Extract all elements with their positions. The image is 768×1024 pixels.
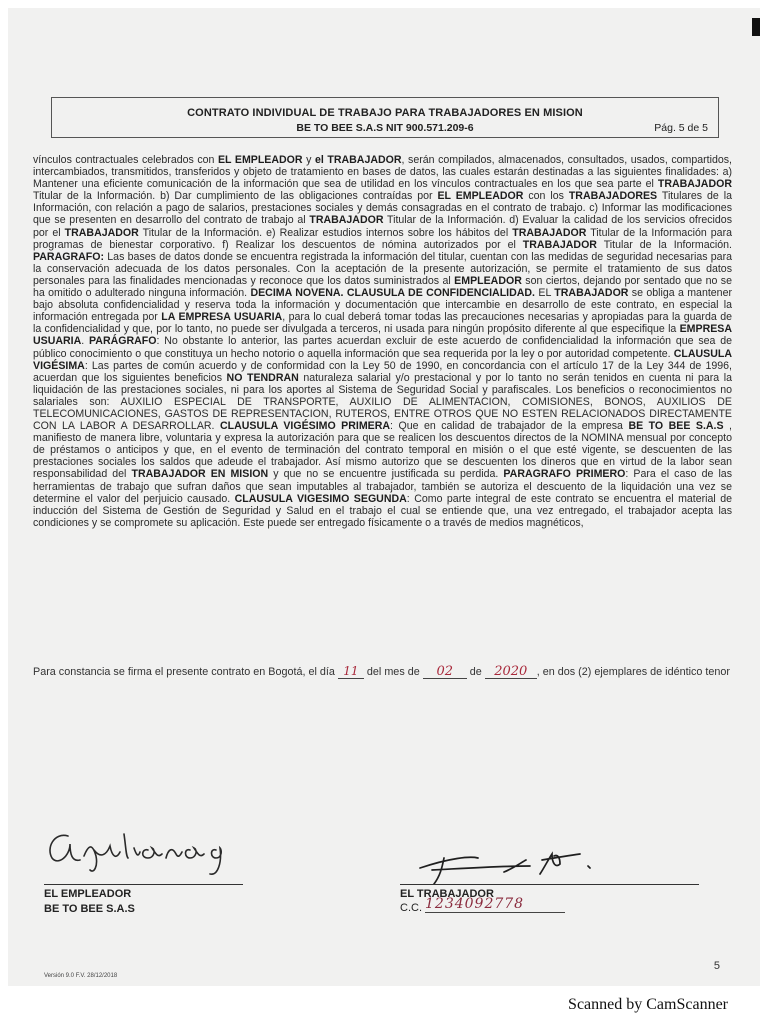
handwritten-month: 02 bbox=[423, 665, 467, 679]
text-run: Titular de la Información. bbox=[596, 238, 732, 251]
text-run: Titular de la Información para programas de bienestar corporativo. f) Realizar los descuentos de nómina autorizados por el bbox=[33, 226, 732, 251]
employer-name: BE TO BEE S.A.S bbox=[44, 903, 135, 915]
text-run: vínculos contractuales celebrados con bbox=[33, 154, 218, 166]
bold-text-run: el TRABAJADOR bbox=[314, 154, 402, 166]
employer-role: EL EMPLEADOR bbox=[44, 888, 132, 900]
closing-prefix: Para constancia se firma el presente contrato en Bogotá, el día bbox=[33, 666, 335, 678]
bold-text-run: TRABAJADOR bbox=[309, 214, 384, 227]
bold-text-run: TRABAJADOR bbox=[522, 238, 597, 251]
scanner-watermark: Scanned by CamScanner bbox=[568, 996, 728, 1013]
bold-text-run: TRABAJADOR bbox=[554, 287, 629, 300]
text-run: y bbox=[302, 154, 315, 166]
bold-text-run: TRABAJADOR bbox=[64, 226, 139, 239]
bold-text-run: PARAGRAFO: bbox=[33, 250, 105, 263]
bold-text-run: EMPRESA USUARIA bbox=[33, 323, 732, 348]
bold-text-run: CLAUSULA VIGÉSIMA bbox=[33, 347, 732, 372]
closing-statement bbox=[33, 665, 733, 679]
cc-label: C.C. bbox=[400, 902, 422, 914]
bold-text-run: DECIMA NOVENA. CLAUSULA DE CONFIDENCIALIDAD. bbox=[250, 287, 536, 300]
text-run: , manifiesto de manera libre, voluntaria y expresa la autorización para que se realicen los descuentos directos de la NOMINA mensual por concepto de préstamos o anticipos y que, en el evento de terminación del contrato temporal en misión o el que esté vigente, se descuenten de las prestaciones sociales los saldos que adeude el trabajador. Así mismo autorizo que se descuenten los dineros que en virtud de la labor sean responsabilidad del bbox=[33, 420, 733, 481]
text-run: : Que en calidad de trabajador de la empresa bbox=[390, 420, 629, 433]
text-run: Titular de la Información. d) Evaluar la calidad de los servicios ofrecidos por el bbox=[33, 214, 732, 239]
handwritten-year: 2020 bbox=[485, 665, 537, 679]
text-run: y que no se encuentre justificada su perdida. bbox=[268, 468, 504, 481]
bold-text-run: PARAGRAFO PRIMERO bbox=[503, 468, 626, 481]
worker-signature-line bbox=[400, 884, 699, 885]
page-indicator: Pág. 5 de 5 bbox=[654, 122, 708, 134]
document-header bbox=[51, 97, 719, 138]
bold-text-run: NO TENDRAN bbox=[226, 371, 299, 384]
document-title: CONTRATO INDIVIDUAL DE TRABAJO PARA TRABAJADORES EN MISION bbox=[187, 107, 583, 119]
text-run: EL bbox=[535, 287, 555, 300]
text-run: Titular de la Información. e) Realizar estudios internos sobre los hábitos del bbox=[138, 226, 513, 239]
text-run: : Las partes de común acuerdo y de conformidad con la Ley 50 de 1990, en concordancia con el artículo 17 de la Ley 344 de 1996, acuerdan que los siguientes beneficios bbox=[33, 359, 732, 384]
text-run: Las bases de datos donde se encuentra registrada la información del titular, cuentan con las medidas de seguridad necesarias para la conservación adecuada de los datos personales. Con la aceptación de la presente autorización, se permite el tratamiento de sus datos personales para las finalidades mencionadas y reconoce que los datos suministrados al bbox=[33, 250, 732, 287]
text-run: : No obstante lo anterior, las partes acuerdan excluir de este acuerdo de confidencialidad la información que sea de público conocimiento o que constituya un hecho notorio o aquella información que sea requerida por la ley o por autoridad competente. bbox=[33, 335, 733, 360]
text-run: con los bbox=[523, 190, 569, 203]
bold-text-run: LA EMPRESA USUARIA bbox=[161, 311, 283, 324]
corner-mark bbox=[752, 18, 760, 36]
text-run: : Para el caso de las herramientas de trabajo que sufran daños que sean imputables al trabajador, también se autoriza el descuento de la liquidación una vez se determine el valor del perjuicio causado. bbox=[33, 468, 732, 505]
text-run: son ciertos, dejando por sentado que no se ha omitido o adulterado ninguna información. bbox=[33, 274, 732, 300]
contract-body-text bbox=[33, 154, 732, 529]
text-run: . bbox=[81, 335, 90, 348]
bold-text-run: EL EMPLEADOR bbox=[217, 154, 303, 166]
handwritten-cc-number: 1234092778 bbox=[425, 896, 565, 913]
worker-role: EL TRABAJADOR bbox=[400, 888, 494, 900]
page-number: 5 bbox=[713, 960, 720, 972]
text-run: : Como parte integral de este contrato se encuentra el material de inducción del Sistema de Gestión de Seguridad y Salud en el trabajo el cual se entiende que, una vez entregado, el trabajador acepta las condiciones y se compromete su aplicación. Este puede ser entregado físicamente o a través de medios magnéticos, bbox=[33, 492, 733, 529]
bold-text-run: EL EMPLEADOR bbox=[437, 190, 524, 203]
bold-text-run: TRABAJADOR bbox=[512, 226, 587, 239]
bold-text-run: EMPLEADOR bbox=[454, 274, 522, 287]
bold-text-run: TRABAJADOR bbox=[657, 178, 732, 191]
text-run: , para lo cual deberá tomar todas las precauciones necesarias y apropiadas para la guarda de la confidencialidad y que, por lo tanto, no puede ser divulgada a terceros, ni usada para ningún propósito diferente al que especifique la bbox=[33, 311, 733, 336]
text-run: , serán compilados, almacenados, consultados, usados, compartidos, intercambiados, transmitidos, transferidos y objeto de tratamiento en bases de datos, las cuales estarán destinadas a las siguientes finalidades: a) Mantener una eficiente comunicación de la información que sea de utilidad en los vínculos contractuales en los que sea parte el bbox=[33, 154, 732, 191]
employer-signature bbox=[40, 822, 280, 882]
bold-text-run: TRABAJADORES bbox=[568, 190, 658, 203]
closing-mid: del mes de bbox=[366, 666, 420, 678]
closing-suffix: , en dos (2) ejemplares de idéntico tenor bbox=[536, 666, 731, 678]
bold-text-run: BE TO BEE S.A.S bbox=[628, 420, 724, 433]
bold-text-run: CLAUSULA VIGESIMO SEGUNDA bbox=[234, 492, 407, 505]
text-run: se obliga a mantener bajo absoluta confidencialidad y reserva toda la información y documentación que intercambie en desarrollo de este contrato, en especial la información entregada por bbox=[33, 287, 732, 324]
version-footer: Versión 9.0 F.V. 28/12/2018 bbox=[44, 973, 118, 979]
handwritten-day: 11 bbox=[338, 665, 364, 679]
bold-text-run: PARÁGRAFO bbox=[89, 335, 157, 348]
closing-mid2: de bbox=[469, 666, 482, 678]
bold-text-run: TRABAJADOR EN MISION bbox=[131, 468, 269, 481]
employer-signature-line bbox=[44, 884, 243, 885]
company-nit: BE TO BEE S.A.S NIT 900.571.209-6 bbox=[296, 122, 474, 134]
text-run: naturaleza salarial y/o prestacional y por lo tanto no serán tenidos en cuenta ni para la liquidación de las prestaciones sociales, ni para los aportes al Sistema de Seguridad Social y parafiscales. Los beneficios o reconocimientos no salariales son: AUXILIO ESPECIAL DE TRANSPORTE, AUXILIO DE ALIMENTACION, COMISIONES, BONOS, AUXILIOS DE TELECOMUNICACIONES, GASTOS DE REPRESENTACION, RUTEROS, ENTRE OTROS QUE NO ESTEN RELACIONADOS DIRECTAMENTE CON LA LABOR A DESARROLLAR. bbox=[33, 371, 732, 433]
text-run: Titulares de la Información, con relación a pago de salarios, prestaciones sociales y demás consagradas en el contrato de trabajo. c) Informar las modificaciones que se presenten en desarrollo del contrato de trabajo al bbox=[33, 190, 732, 227]
bold-text-run: CLAUSULA VIGÉSIMO PRIMERA bbox=[219, 420, 391, 433]
text-run: Titular de la Información. b) Dar cumplimiento de las obligaciones contraídas por bbox=[33, 190, 438, 203]
